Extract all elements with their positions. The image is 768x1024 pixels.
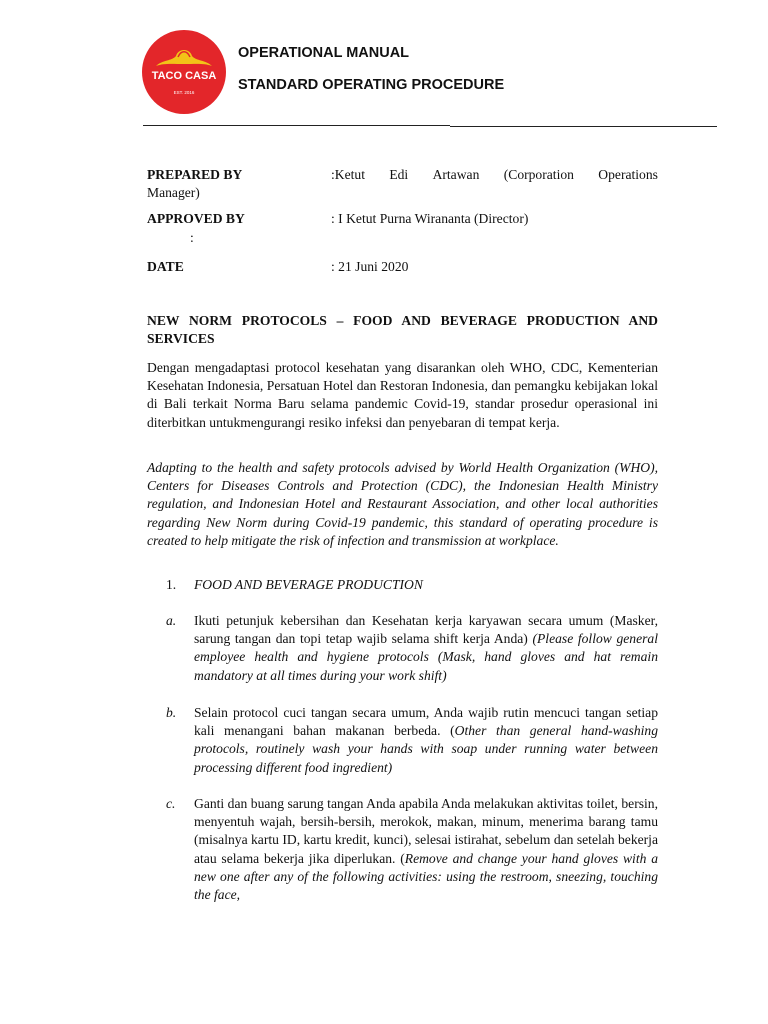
item-text-en: Other than general hand-washing protocols, routinely wash your hands with soap under running water between processing different food ingredient): [194, 723, 658, 775]
prepared-by-value-cont: Manager): [147, 185, 200, 201]
prepared-by-word: Artawan: [432, 167, 480, 182]
item-marker: a.: [166, 613, 177, 628]
prepared-by-row: [147, 166, 658, 202]
item-text-id: Selain protocol cuci tangan secara umum, Anda wajib rutin mencuci tangan setiap kali menangani bahan makanan berbeda. (: [194, 705, 658, 739]
intro-paragraph-en: Adapting to the health and safety protocols advised by World Health Organization (WHO), Centers for Diseases Controls and Protection (CDC), the Indonesian Health Ministry regulation, and Indonesian Hotel and Restaurant Association, and other local authorities regarding New Norm during Covid-19 pandemic, this standard of operating procedure is created to help mitigate the risk of infection and transmission at workplace.: [147, 460, 658, 548]
item-marker: c.: [166, 796, 176, 811]
intro-paragraph-id: Dengan mengadaptasi protocol kesehatan yang disarankan oleh WHO, CDC, Kementerian Kesehatan Indonesia, Persatuan Hotel dan Restoran Indonesia, dan pemangku kebijakan lokal di Bali terkait Norma Baru selama pandemic Covid-19, standar prosedur operasional ini diterbitkan untukmengurangi resiko infeksi dan penyebaran di tempat kerja.: [147, 360, 658, 430]
header-divider: [143, 125, 450, 126]
date-label: DATE: [147, 259, 184, 274]
list-item: [166, 612, 658, 685]
prepared-by-word: :Ketut: [331, 167, 365, 182]
approved-by-label: APPROVED BY: [147, 211, 245, 226]
item-text-id: Ikuti petunjuk kebersihan dan Kesehatan kerja karyawan secara umum (Masker, sarung tangan dan topi tetap wajib selama shift kerja Anda): [194, 613, 658, 647]
list-number: 1.: [166, 577, 177, 592]
item-text-en: (Please follow general employee health and hygiene protocols (Mask, hand gloves and hat remain mandatory at all times during your work shift): [194, 631, 659, 683]
prepared-by-word: (Corporation: [503, 167, 574, 182]
prepared-by-word: Edi: [389, 167, 409, 182]
item-text-id: Ganti dan buang sarung tangan Anda apabila Anda melakukan aktivitas toilet, bersin, menyentuh wajah, bersih-bersih, merokok, makan, minum, menerima barang tamu (misalnya kartu ID, kartu kredit, kunci), selesai istirahat, sebelum dan setelah bekerja atau selama bekerja jika diperlukan. (: [194, 796, 658, 866]
logo-brand-text: TACO CASA: [151, 70, 217, 82]
list-heading: [166, 577, 423, 593]
prepared-by-label: PREPARED BY: [147, 167, 243, 182]
approved-by-value: : I Ketut Purna Wirananta (Director): [331, 211, 529, 226]
item-marker: b.: [166, 705, 177, 720]
list-item: [166, 795, 658, 904]
header-divider: [450, 126, 717, 127]
stray-colon: :: [190, 230, 194, 245]
manual-title: OPERATIONAL MANUAL: [238, 45, 410, 61]
logo-est-text: EST. 2016: [173, 90, 195, 95]
prepared-by-word: Operations: [598, 167, 658, 182]
date-value: : 21 Juni 2020: [331, 259, 409, 274]
list-item: [166, 704, 658, 777]
item-text-en: Remove and change your hand gloves with a new one after any of the following activities: using the restroom, sneezing, touching the face,: [194, 850, 658, 903]
taco-casa-logo: [142, 30, 226, 114]
sop-title: STANDARD OPERATING PROCEDURE: [238, 77, 505, 93]
prepared-by-value: [331, 166, 658, 184]
list-heading-text: FOOD AND BEVERAGE PRODUCTION: [194, 577, 423, 592]
section-title: NEW NORM PROTOCOLS – FOOD AND BEVERAGE PRODUCTION AND SERVICES: [147, 313, 658, 347]
